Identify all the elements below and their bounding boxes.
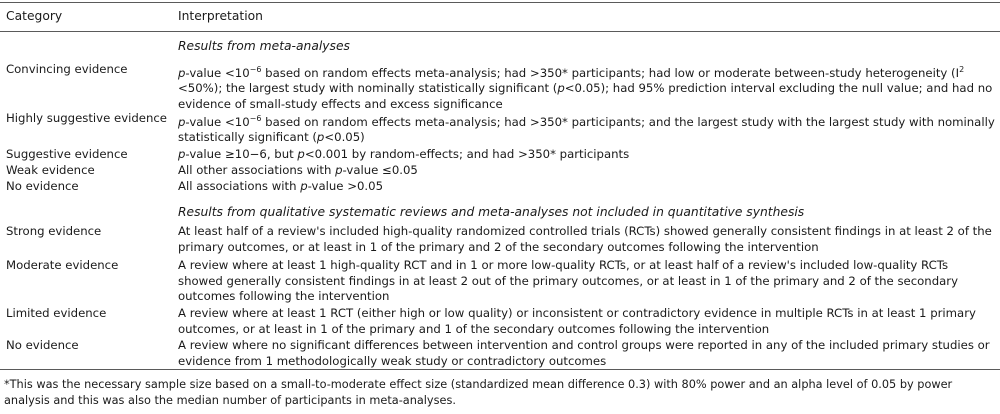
category-no-evidence-qualitative: No evidence [6,338,79,352]
category-strong: Strong evidence [6,224,102,238]
category-highly-suggestive: Highly suggestive evidence [6,111,167,125]
header-rule [0,31,1000,32]
interpretation-no-evidence-meta: All associations with p-value >0.05 [178,179,384,193]
interpretation-strong: At least half of a review's included high-quality randomized controlled trials (RCTs) showed generally consistent findings in at least 2 of the primary outcomes, or at least in 1 of the primary and 2 of the secondary outcomes following the intervention [178,224,992,254]
category-moderate: Moderate evidence [6,258,119,272]
top-rule [0,2,1000,3]
category-limited: Limited evidence [6,306,107,320]
category-suggestive: Suggestive evidence [6,147,128,161]
interpretation-convincing: p-value $<10^{-6}$ based on random effects meta-analysis; had >350* participants; had low or moderate between-study heterogeneity $(I^2 <50\%)$; the largest study with nominally statistically significant (p<0.05); had 95% prediction interval excluding the null value; and had no evidence of small-study effects and excess significance [178,65,993,112]
section-title-qualitative: Results from qualitative systematic reviews and meta-analyses not included in quantitative synthesis [178,205,805,219]
interpretation-weak: All other associations with p-value ≤0.05 [178,163,418,177]
category-weak: Weak evidence [6,163,95,177]
category-no-evidence-meta: No evidence [6,179,79,193]
interpretation-suggestive: p-value ≥10−6, but p<0.001 by random-effects; and had >350* participants [178,147,630,161]
category-convincing: Convincing evidence [6,62,128,76]
interpretation-limited: A review where at least 1 RCT (either high or low quality) or inconsistent or contradictory evidence in multiple RCTs in at least 1 primary outcomes, or at least in 1 of the primary and 1 of the secondary outcomes following the intervention [178,306,976,336]
header-interpretation: Interpretation [178,9,263,23]
interpretation-highly-suggestive: p-value $<10^{-6}$ based on random effects meta-analysis; had >350* participants; and the largest study with the largest study with nominally statistically significant (p<0.05) [178,114,995,145]
section-title-meta-analyses: Results from meta-analyses [178,39,350,53]
bottom-rule [0,369,1000,370]
interpretation-no-evidence-qualitative: A review where no significant differences between intervention and control groups were reported in any of the included primary studies or evidence from 1 methodologically weak study or contradictory outcomes [178,338,990,368]
footnote: *This was the necessary sample size based on a small-to-moderate effect size (standardized mean difference 0.3) with 80% power and an alpha level of 0.05 by power analysis and this was also the median number of participants in meta-analyses. [4,378,953,407]
interpretation-moderate: A review where at least 1 high-quality RCT and in 1 or more low-quality RCTs, or at least half of a review's included low-quality RCTs showed generally consistent findings in at least 2 out of the primary outcomes, or at least in 1 of the primary and 2 of the secondary outcomes following the intervention [178,258,959,304]
header-category: Category [6,9,63,23]
